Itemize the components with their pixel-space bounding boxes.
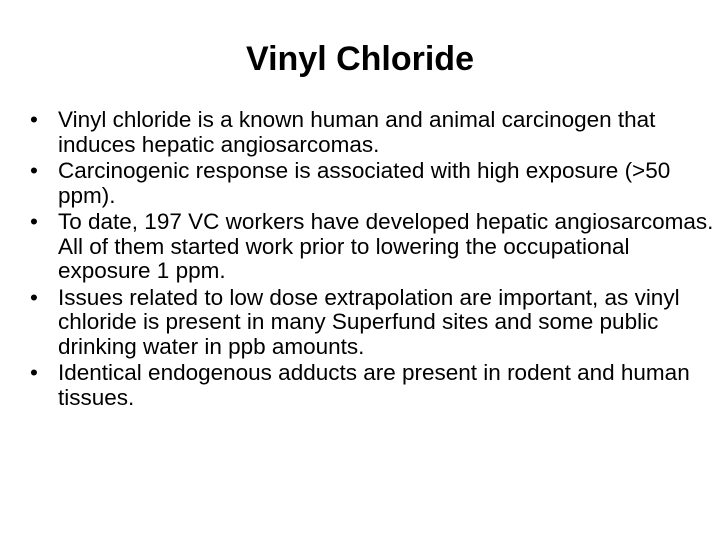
bullet-text: Carcinogenic response is associated with high exposure (>50 ppm). xyxy=(58,158,671,208)
bullet-item xyxy=(28,361,714,410)
bullet-text: Issues related to low dose extrapolation are important, as vinyl chloride is present in many Superfund sites and some public drinking water in ppb amounts. xyxy=(58,284,680,359)
bullet-item xyxy=(28,108,714,157)
bullet-marker: • xyxy=(30,209,38,234)
bullet-text: To date, 197 VC workers have developed hepatic angiosarcomas. All of them started work prior to lowering the occupational exposure 1 ppm. xyxy=(58,209,714,283)
bullet-text: Identical endogenous adducts are present in rodent and human tissues. xyxy=(58,360,690,410)
bullet-marker: • xyxy=(30,107,38,132)
bullet-marker: • xyxy=(30,284,38,310)
bullet-item xyxy=(28,159,714,208)
bullet-list xyxy=(28,108,714,412)
bullet-text: Vinyl chloride is a known human and animal carcinogen that induces hepatic angiosarcomas. xyxy=(58,107,656,157)
slide-title: Vinyl Chloride xyxy=(246,40,474,78)
bullet-marker: • xyxy=(30,158,38,183)
bullet-item xyxy=(28,286,714,360)
bullet-item xyxy=(28,210,714,284)
bullet-marker: • xyxy=(30,360,38,385)
